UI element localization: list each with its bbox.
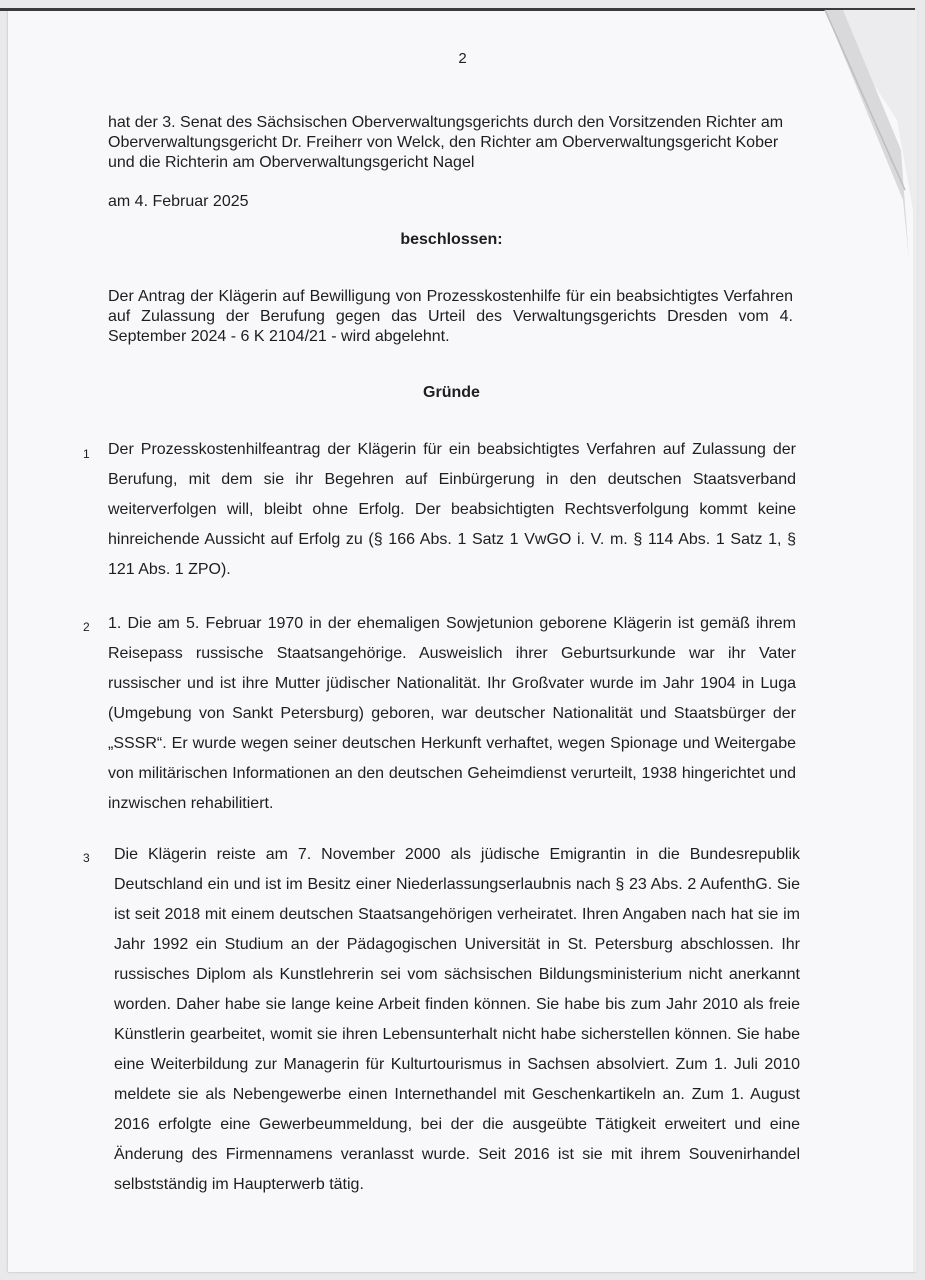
scan-top-edge [0,8,915,11]
decision-text: Der Antrag der Klägerin auf Bewilligung von Prozesskostenhilfe für ein beabsichtigtes Verfahren auf Zulassung der Berufung gegen das Urteil des Verwaltungsgerichts Dresden vom 4. September 2024 - 6 K 2104/21 - wird abgelehnt. [108,288,793,345]
court-composition-text: hat der 3. Senat des Sächsischen Oberverwaltungsgerichts durch den Vorsitzenden Richter am Oberverwaltungsgericht Dr. Freiherr von Welck, den Richter am Oberverwaltungsgericht Kober und die Richterin am Oberverwaltungsgericht Nagel [108,114,784,171]
decision-date: am 4. Februar 2025 [108,193,249,210]
reasons-heading: Gründe [423,384,480,401]
reason-paragraph: Die Klägerin reiste am 7. November 2000 als jüdische Emigrantin in die Bundesrepublik Deutschland ein und ist im Besitz einer Niederlassungserlaubnis nach § 23 Abs. 2 AufenthG. Sie ist seit 2018 mit einem deutschen Staatsangehörigen verheiratet. Ihren Angaben nach hat sie im Jahr 1992 ein Studium an der Pädagogischen Universität in St. Petersburg abschlossen. Ihr russisches Diplom als Kunstlehrerin sei vom sächsischen Bildungsministerium nicht anerkannt worden. Daher habe sie lange keine Arbeit finden können. Sie habe bis zum Jahr 2010 als freie Künstlerin gearbeitet, womit sie ihren Lebensunterhalt nicht habe sicherstellen können. Sie habe eine Weiterbildung zur Managerin für Kulturtourismus in Sachsen absolviert. Zum 1. Juli 2010 meldete sie als Nebengewerbe einen Internethandel mit Geschenkartikeln an. Zum 1. August 2016 erfolgte eine Gewerbeummeldung, bei der die ausgeübte Tätigkeit erweitert und eine Änderung des Firmennamens veranlasst wurde. Seit 2016 ist sie mit ihrem Souvenirhandel selbstständig im Haupterwerb tätig. [114,846,800,1193]
reason-paragraph: 1. Die am 5. Februar 1970 in der ehemaligen Sowjetunion geborene Klägerin ist gemäß ihrem Reisepass russische Staatsangehörige. Ausweislich ihrer Geburtsurkunde war ihr Vater russischer und ist ihre Mutter jüdischer Nationalität. Ihr Großvater wurde im Jahr 1904 in Luga (Umgebung von Sankt Petersburg) geboren, war deutscher Nationalität und Staatsbürger der „SSSR“. Er wurde wegen seiner deutschen Herkunft verhaftet, wegen Spionage und Weitergabe von militärischen Informationen an den deutschen Geheimdienst verurteilt, 1938 hingerichtet und inzwischen rehabilitiert. [108,615,796,812]
decided-heading: beschlossen: [400,231,503,248]
margin-number: 3 [83,851,90,865]
margin-number: 1 [83,447,90,461]
page-number: 2 [458,50,467,67]
margin-number: 2 [83,620,90,634]
reason-paragraph: Der Prozesskostenhilfeantrag der Klägerin für ein beabsichtigtes Verfahren auf Zulassung der Berufung, mit dem sie ihr Begehren auf Einbürgerung in den deutschen Staatsverband weiterverfolgen will, bleibt ohne Erfolg. Der beabsichtigten Rechtsverfolgung kommt keine hinreichende Aussicht auf Erfolg zu (§ 166 Abs. 1 Satz 1 VwGO i. V. m. § 114 Abs. 1 Satz 1, § 121 Abs. 1 ZPO). [108,441,796,578]
